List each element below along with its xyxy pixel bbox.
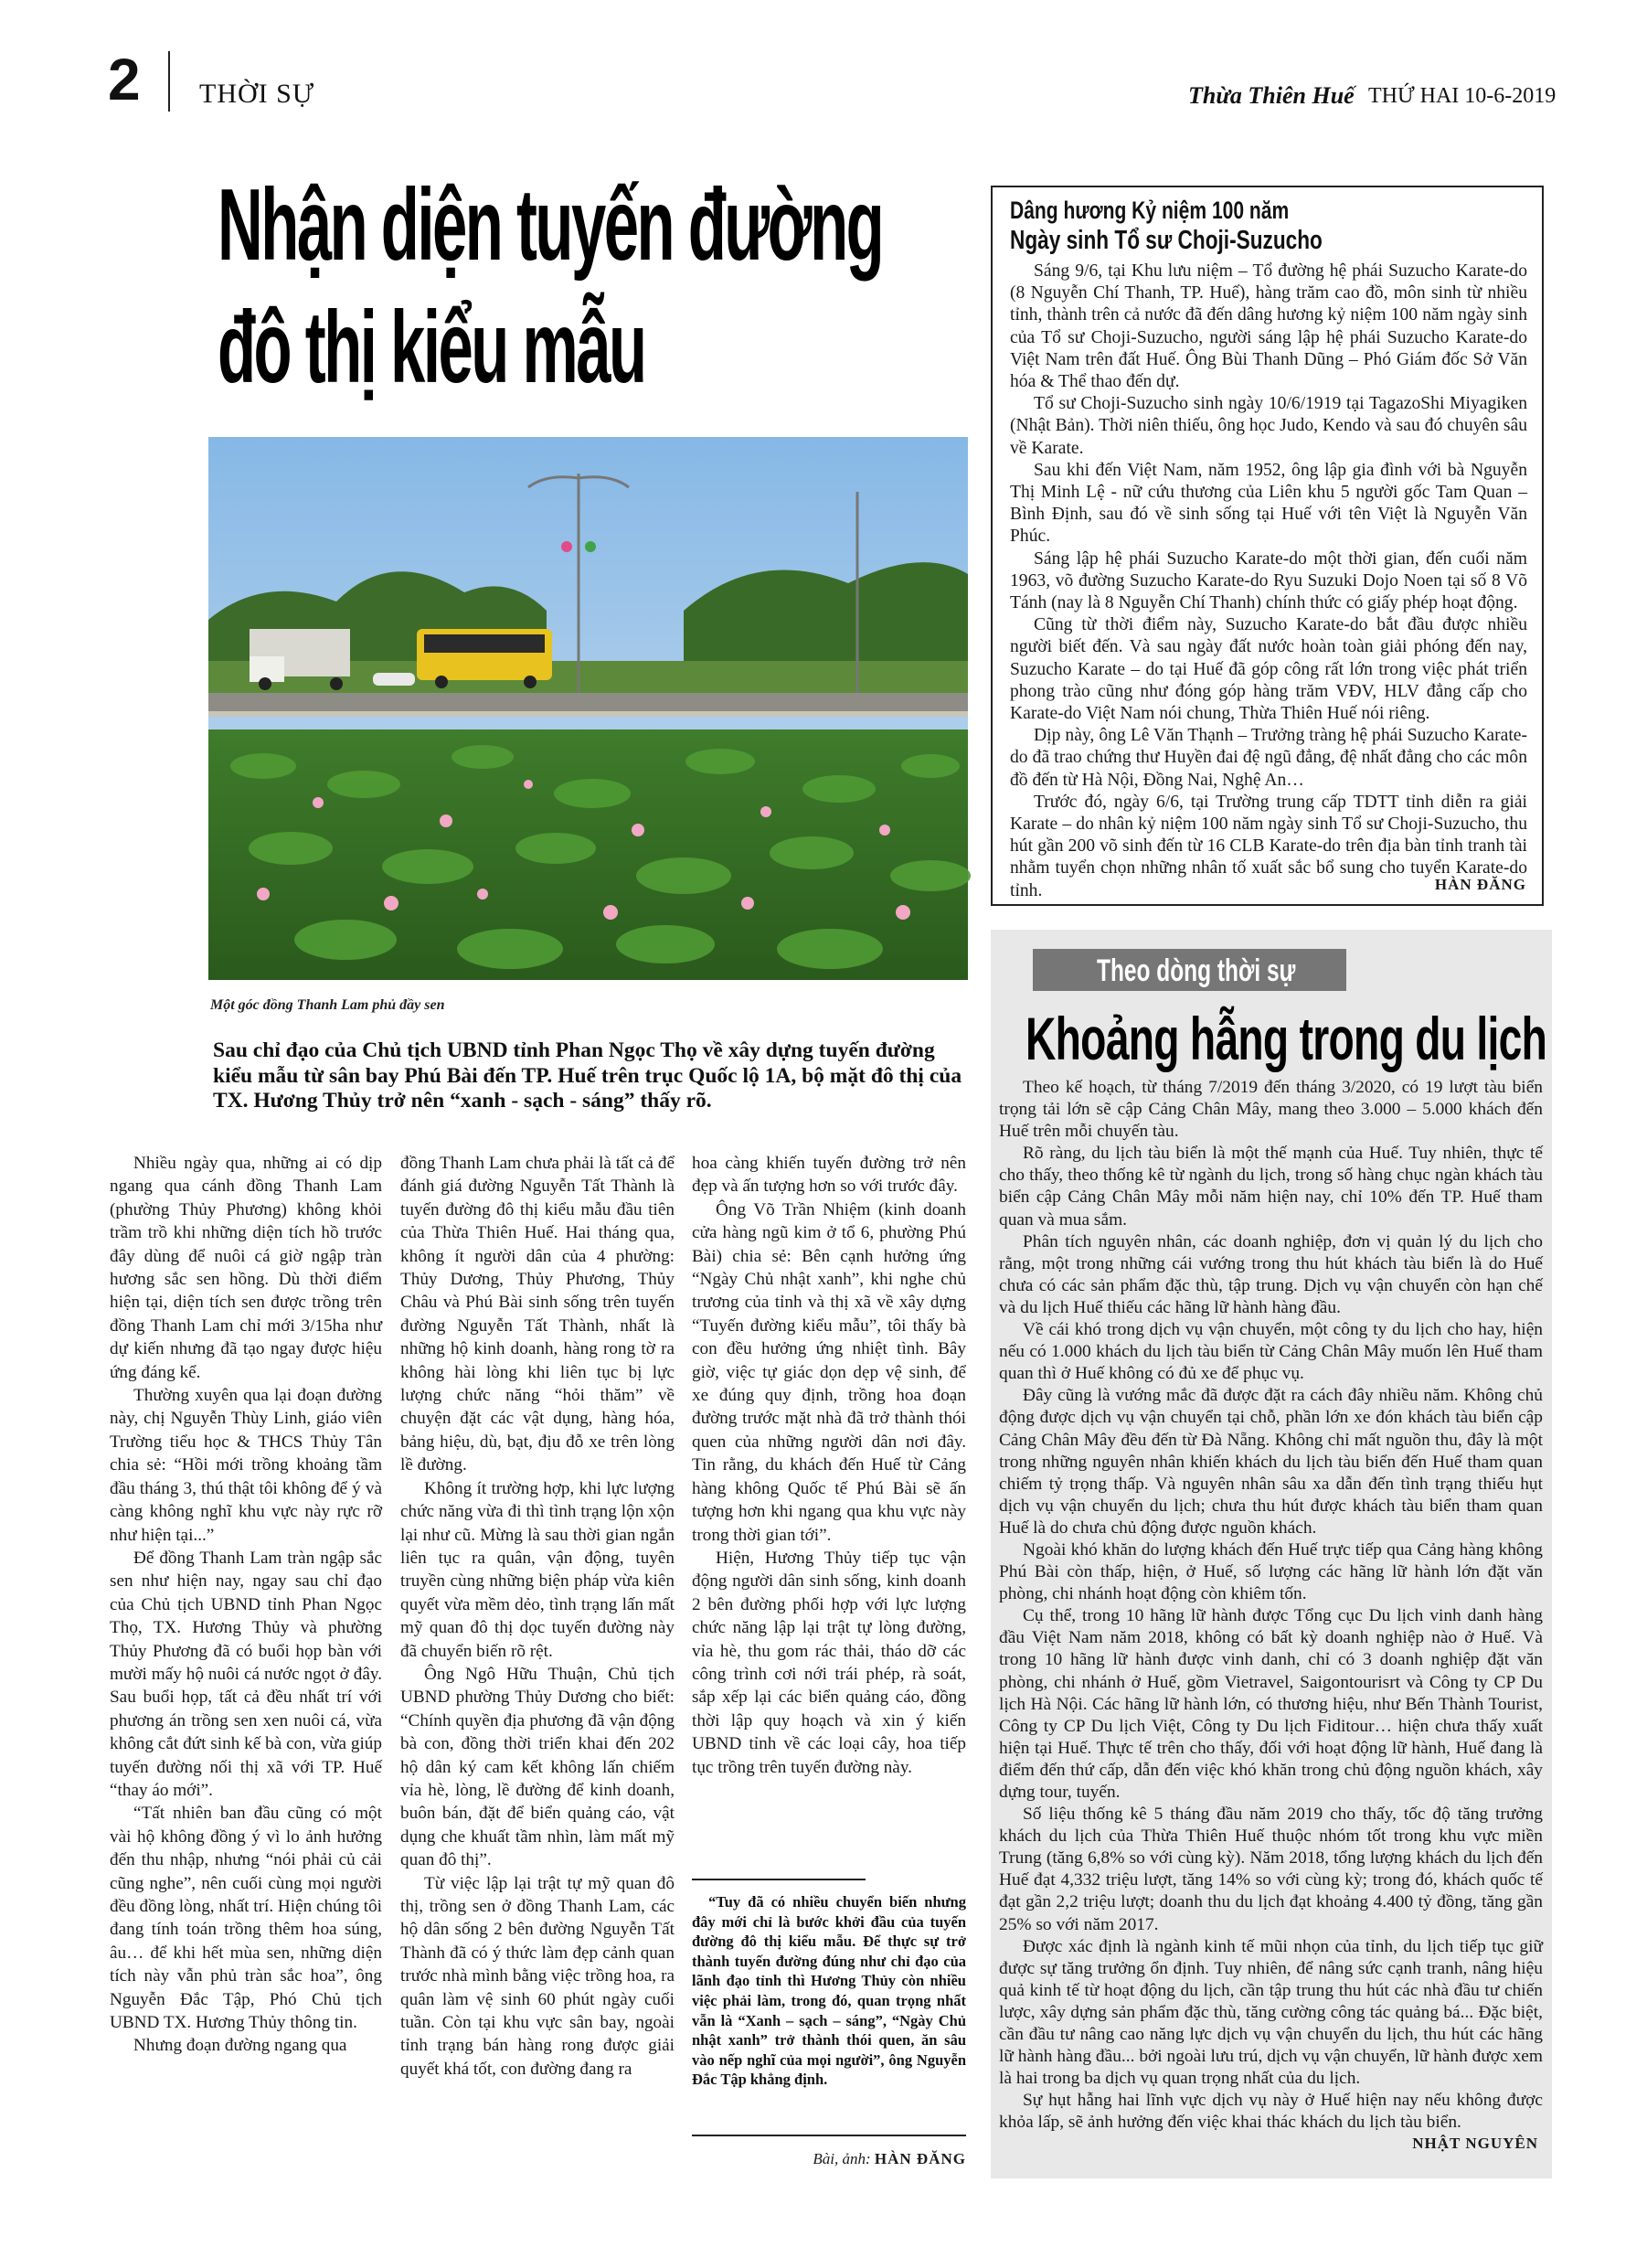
quote-rule — [692, 1879, 866, 1880]
body-paragraph: Không ít trường hợp, khi lực lượng chức năng vừa đi thì tình trạng lộn xộn lại như cũ. Mừng là sau thời gian ngắn liên tục ra quân, vận động, tuyên truyền cùng những biện pháp vừa kiên quyết vừa mềm dẻo, tình trạng lấn mất mỹ quan đô thị dọc tuyến đường này đã chuyển biến rõ rệt. — [400, 1478, 675, 1661]
body-paragraph: đồng Thanh Lam chưa phải là tất cả để đánh giá đường Nguyễn Tất Thành là tuyến đường đô thị kiểu mẫu đầu tiên của Thừa Thiên Huế. Hai tháng qua, không ít người dân của 4 phường: Thủy Dương, Thủy Phương, Thủy Châu và Phú Bài sinh sống trên tuyến đường Nguyễn Tất Thành, nhất là những hộ kinh doanh, hàng rong tờ ra không hài lòng khi liên tục bị lực lượng chức năng “hỏi thăm” về chuyện đặt các vật dụng, hàng hóa, bảng hiệu, dù, bạt, địu đỗ xe trên lòng lề đường. — [400, 1154, 675, 1475]
column-paragraph: Đây cũng là vướng mắc đã được đặt ra cách đây nhiều năm. Không chủ động được dịch vụ vận chuyển tại chỗ, phần lớn xe đón khách tàu biển cập Cảng Chân Mây đều đến từ Đà Nẵng. Không chỉ mất nguồn thu, đây là một trong những nguyên nhân khiến khách du lịch tàu biển đến Huế tham quan chiếm tỷ trọng thấp. Và nguyên nhân sâu xa dẫn đến tình trạng thiếu hụt dịch vụ vận chuyển du lịch; chưa thu hút được khách tàu biển tham quan Huế là do chưa chủ động được nguồn khách. — [999, 1386, 1543, 1538]
body-paragraph: Ông Ngô Hữu Thuận, Chủ tịch UBND phường Thủy Dương cho biết: “Chính quyền địa phương đã vận động bà con, đồng thời triển khai đến 202 hộ dân ký cam kết không lấn chiếm vỉa hè, lòng, lề đường để kinh doanh, buôn bán, đặt để biển quảng cáo, vật dụng che khuất tầm nhìn, làm mất mỹ quan đô thị”. — [400, 1664, 675, 1870]
headline-line-1: Nhận diện tuyến đường — [218, 168, 883, 282]
masthead-divider — [168, 51, 170, 112]
body-paragraph: hoa càng khiến tuyến đường trở nên đẹp và ấn tượng hơn so với trước đây. — [692, 1154, 966, 1197]
lotus-photo-illustration — [208, 437, 968, 980]
column-author: NHẬT NGUYÊN — [1412, 2135, 1538, 2152]
photo-caption: Một góc đồng Thanh Lam phủ đầy sen — [210, 997, 445, 1013]
sidebox-author: HÀN ĐĂNG — [1434, 876, 1526, 893]
sidebox-title-line-2: Ngày sinh Tổ sư Choji-Suzucho — [1010, 226, 1323, 255]
column-paragraph: Sự hụt hẫng hai lĩnh vực dịch vụ này ở Huế hiện nay nếu không được khỏa lấp, sẽ ảnh hưởng đến việc khai thác khách du lịch tàu biển. — [999, 2091, 1543, 2133]
column-paragraph: Được xác định là ngành kinh tế mũi nhọn của tỉnh, du lịch tiếp tục giữ được sự tăng trưởng ổn định. Tuy nhiên, để nâng sức cạnh tranh, nâng hiệu quả kinh tế từ hoạt động du lịch, cần tập trung thu hút các nhà đầu tư chiến lược, xây dựng sản phẩm đặc thù, tăng cường công tác quảng bá... Đặc biệt, cần đầu tư nâng cao năng lực dịch vụ vận chuyển du lịch, thu hút các hãng lữ hành hàng đầu... bởi ngoài lưu trú, dịch vụ vận chuyển, lữ hành được xem là hai trong ba dịch vụ quan trọng nhất của du lịch. — [999, 1936, 1543, 2089]
column-tag: Theo dòng thời sự — [1097, 953, 1296, 988]
byline-label: Bài, ảnh: — [813, 2150, 871, 2167]
column-paragraph: Số liệu thống kê 5 tháng đầu năm 2019 cho thấy, tốc độ tăng trưởng khách du lịch của Thừa Thiên Huế thuộc nhóm tốt trong khu vực miền Trung (tăng 6,8% so với cùng kỳ). Năm 2018, tổng lượng khách du lịch đến Huế đạt 4,332 triệu lượt, tăng 14% so với cùng kỳ; trong đó, khách quốc tế đạt gần 2,2 triệu lượt; doanh thu du lịch đạt khoảng 4.400 tỷ đồng, tăng gần 25% so với năm 2017. — [999, 1805, 1543, 1934]
column-paragraph: Ngoài khó khăn do lượng khách đến Huế trực tiếp qua Cảng hàng không Phú Bài còn thấp, hiện, ở Huế, số lượng các hãng lữ hành lớn đặt văn phòng, chi nhánh hoạt động còn khiêm tốn. — [999, 1539, 1543, 1604]
byline — [786, 2150, 966, 2168]
body-paragraph: “Tất nhiên ban đầu cũng có một vài hộ không đồng ý vì lo ảnh hưởng đến thu nhập, nhưng “nói phải củ cải cũng nghe”, nên cuối cùng mọi người đều đồng lòng, nhất trí. Hiện chúng tôi đang tính toán trồng thêm hoa súng, âu… để khi hết mùa sen, những diện tích này vẫn phủ tràn sắc hoa”, ông Nguyễn Đắc Tập, Phó Chủ tịch UBND TX. Hương Thủy thông tin. — [110, 1804, 382, 2033]
column-paragraph: Phân tích nguyên nhân, các doanh nghiệp, đơn vị quản lý du lịch cho rằng, một trong những cái vướng trong thu hút khách tàu biển là do Huế chưa có các sản phẩm đặc thù, tập trung. Dịch vụ vận chuyển còn hạn chế và du lịch Huế thiếu các hãng lữ hành hàng đầu. — [999, 1231, 1543, 1317]
article-column-2 — [400, 1152, 675, 2157]
sidebox-paragraph: Sáng 9/6, tại Khu lưu niệm – Tổ đường hệ phái Suzucho Karate-do (8 Nguyễn Chí Thanh, TP. Huế), hàng trăm cao đồ, môn sinh từ nhiều tỉnh, thành trên cả nước đã đến dâng hương kỷ niệm 100 năm ngày sinh của Tổ sư Choji-Suzucho, người sáng lập hệ phái Suzucho Karate-do Việt Nam trên đất Huế. Ông Bùi Thanh Dũng – Phó Giám đốc Sở Văn hóa & Thể thao đến dự. — [1010, 261, 1527, 392]
sidebox-paragraph: Dịp này, ông Lê Văn Thạnh – Trưởng tràng hệ phái Suzucho Karate-do đã trao chứng thư Huyền đai đệ ngũ đẳng, đệ nhất đẳng cho các môn đồ đến từ Hà Nội, Đồng Nai, Nghệ An… — [1010, 726, 1527, 790]
sidebox-paragraph: Sau khi đến Việt Nam, năm 1952, ông lập gia đình với bà Nguyễn Thị Minh Lệ - nữ cứu thương của Liên khu 5 người gốc Tam Quan – Bình Định, sau đó về sinh sống tại Huế với tên Việt là Nguyễn Văn Phúc. — [1010, 460, 1527, 547]
body-paragraph: Thường xuyên qua lại đoạn đường này, chị Nguyễn Thùy Linh, giáo viên Trường tiểu học & THCS Thủy Tân chia sẻ: “Hồi mới trồng khoảng tầm đầu tháng 3, thú thật tôi không để ý và càng không nghĩ khu vực này rực rỡ như hiện tại...” — [110, 1386, 382, 1545]
article-column-3 — [692, 1152, 966, 1856]
body-paragraph: Nhiều ngày qua, những ai có dịp ngang qua cánh đồng Thanh Lam (phường Thủy Phương) không khỏi trầm trồ khi những diện tích hồ trước đây dùng để nuôi cá giờ ngập tràn hương sắc sen hồng. Dù thời điểm hiện tại, diện tích sen được trồng trên đồng Thanh Lam chỉ mới 3/15ha như dự kiến nhưng đã tạo ngay được hiệu ứng đáng kể. — [110, 1154, 382, 1382]
sidebox-paragraph: Sáng lập hệ phái Suzucho Karate-do một thời gian, đến cuối năm 1963, võ đường Suzucho Karate-do Ryu Suzuki Dojo Noen tại số 8 Võ Tánh (nay là 8 Nguyễn Chí Thanh) chính thức có giấy phép hoạt động. — [1010, 548, 1527, 613]
sidebox-paragraph: Cũng từ thời điểm này, Suzucho Karate-do bắt đầu được nhiều người biết đến. Và sau ngày đất nước hoàn toàn giải phóng đến nay, Suzucho Karate – do tại Huế đã góp công rất lớn trong việc phát triển phong trào cũng như đóng góp hàng trăm VĐV, HLV đẳng cấp cho Karate-do Việt Nam nói chung, Thừa Thiên Huế nói riêng. — [1010, 615, 1527, 724]
lotus-field-photo — [208, 437, 968, 980]
column-body — [999, 1077, 1543, 2133]
column-headline: Khoảng hẫng trong du lịch — [1025, 1005, 1547, 1072]
column-paragraph: Về cái khó trong dịch vụ vận chuyển, một công ty du lịch cho hay, hiện nếu có 1.000 khách du lịch tàu biển từ Cảng Chân Mây muốn lên Huế tham quan thì ở Huế không có đủ xe để phục vụ. — [999, 1320, 1543, 1384]
body-paragraph: Từ việc lập lại trật tự mỹ quan đô thị, trồng sen ở đồng Thanh Lam, các hộ dân sống 2 bên đường Nguyễn Tất Thành đã có ý thức làm đẹp cảnh quan trước nhà mình bằng việc trồng hoa, ra quân làm vệ sinh 60 phút ngày cuối tuần. Còn tại khu vực sân bay, ngoài tỉnh trạng bán hàng rong được giải quyết khá tốt, con đường đang ra — [400, 1873, 675, 2079]
body-paragraph: Hiện, Hương Thủy tiếp tục vận động người dân sinh sống, kinh doanh 2 bên đường phối hợp với lực lượng chức năng lập lại trật tự lòng đường, vỉa hè, thu gom rác thải, tháo dỡ các công trình cơi nới trái phép, rà soát, sắp xếp lại các biển quảng cáo, đồng thời lập quy hoạch và xin ý kiến UBND tỉnh về các loại cây, hoa tiếp tục trồng trên tuyến đường này. — [692, 1548, 966, 1777]
pull-quote: “Tuy đã có nhiều chuyển biến nhưng đây mới chỉ là bước khởi đầu của tuyến đường đô thị kiểu mẫu. Để thực sự trở thành tuyến đường đúng như chỉ đạo của lãnh đạo tỉnh thì Hương Thủy còn nhiều việc phải làm, trong đó, quan trọng nhất vẫn là “Xanh – sạch – sáng”, “Ngày Chủ nhật xanh” trở thành thói quen, ăn sâu vào nếp nghĩ của mọi người”, ông Nguyễn Đắc Tập khẳng định. — [692, 1893, 966, 2089]
issue-date: THỨ HAI 10-6-2019 — [1368, 84, 1557, 108]
column-paragraph: Theo kế hoạch, từ tháng 7/2019 đến tháng 3/2020, có 19 lượt tàu biển trọng tải lớn sẽ cập Cảng Chân Mây, mang theo 3.000 – 5.000 khách đến Huế trên mỗi chuyến tàu. — [999, 1078, 1543, 1142]
sidebox-title-line-1: Dâng hương Kỷ niệm 100 năm — [1010, 197, 1290, 224]
body-paragraph: Ông Võ Trần Nhiệm (kinh doanh cửa hàng ngũ kim ở tổ 6, phường Phú Bài) chia sẻ: Bên cạnh hưởng ứng “Ngày Chủ nhật xanh”, khi nghe chủ trương của tỉnh và thị xã về xây dựng “Tuyến đường kiểu mẫu”, tôi thấy bà con đều hưởng ứng nhiệt tình. Bây giờ, việc tự giác dọn dẹp vệ sinh, để xe đúng quy định, trồng hoa đoạn đường trước mặt nhà đã trở thành thói quen của những người dân nơi đây. Tin rằng, du khách đến Huế từ Cảng hàng không Quốc tế Phú Bài sẽ ấn tượng hơn khi ngang qua khu vực này trong thời gian tới”. — [692, 1199, 966, 1545]
article-column-1 — [110, 1152, 382, 2157]
body-paragraph: Nhưng đoạn đường ngang qua — [133, 2036, 347, 2056]
sidebox-paragraph: Tổ sư Choji-Suzucho sinh ngày 10/6/1919 tại TagazoShi Miyagiken (Nhật Bản). Thời niên thiếu, ông học Judo, Kendo và sau đó chuyên sâu về Karate. — [1010, 394, 1527, 458]
article-sapo: Sau chỉ đạo của Chủ tịch UBND tỉnh Phan Ngọc Thọ về xây dựng tuyến đường kiểu mẫu từ sân bay Phú Bài đến TP. Huế trên trục Quốc lộ 1A, bộ mặt đô thị của TX. Hương Thủy trở nên “xanh - sạch - sáng” thấy rõ. — [213, 1038, 962, 1113]
body-paragraph: Để đồng Thanh Lam tràn ngập sắc sen như hiện nay, ngay sau chỉ đạo của Chủ tịch UBND tỉnh Phan Ngọc Thọ, TX. Hương Thủy và phường Thủy Phương đã có buổi họp bàn với mười mấy hộ nuôi cá nước ngọt ở đây. Sau buổi họp, tất cả đều nhất trí với phương án trồng sen xen nuôi cá, vừa không cắt đứt sinh kế bà con, vừa giúp tuyến đường nối thị xã với TP. Huế “thay áo mới”. — [110, 1548, 382, 1800]
column-paragraph: Cụ thể, trong 10 hãng lữ hành được Tổng cục Du lịch vinh danh hàng đầu Việt Nam năm 2018, không có bất kỳ doanh nghiệp nào ở Huế. Và trong 10 hãng lữ hành được vinh danh, chỉ có 3 doanh nghiệp đặt văn phòng, chi nhánh ở Huế, gồm Vietravel, Saigontourisrt và Công ty CP Du lịch Hà Nội. Các hãng lữ hành lớn, có thương hiệu, như Bến Thành Tourist, Công ty CP Du lịch Việt, Công ty Du lịch Fiditour… hiện chưa thấy xuất hiện tại Huế. Thực tế trên cho thấy, đối với hoạt động lữ hành, Huế đang là điểm đến thứ cấp, dẫn đến việc khó khăn trong chủ động nguồn khách, xây dựng tour, tuyến. — [999, 1606, 1543, 1802]
byline-author: HÀN ĐĂNG — [874, 2150, 966, 2167]
newspaper-name: Thừa Thiên Huế — [1188, 82, 1355, 109]
sidebox-paragraph: Trước đó, ngày 6/6, tại Trường trung cấp TDTT tỉnh diễn ra giải Karate – do nhân kỷ niệm 100 năm ngày sinh Tổ sư Choji-Suzucho, thu hút gần 200 võ sinh đến từ 16 CLB Karate-do trên địa bàn tỉnh tranh tài nhằm tuyển chọn những nhân tố xuất sắc bổ sung cho tuyển Karate-do tỉnh. — [1010, 792, 1527, 900]
quote-rule-bottom — [692, 2135, 966, 2136]
column-paragraph: Rõ ràng, du lịch tàu biển là một thế mạnh của Huế. Tuy nhiên, thực tế cho thấy, theo thống kê từ ngành du lịch, trong số hàng chục ngàn khách tàu biển cập Cảng Chân Mây mỗi năm hiện nay, chỉ 10% đến TP. Huế tham quan và mua sắm. — [999, 1144, 1543, 1230]
page-number: 2 — [108, 47, 141, 112]
headline-line-2: đô thị kiểu mẫu — [218, 291, 645, 404]
section-label: THỜI SỰ — [199, 79, 315, 109]
